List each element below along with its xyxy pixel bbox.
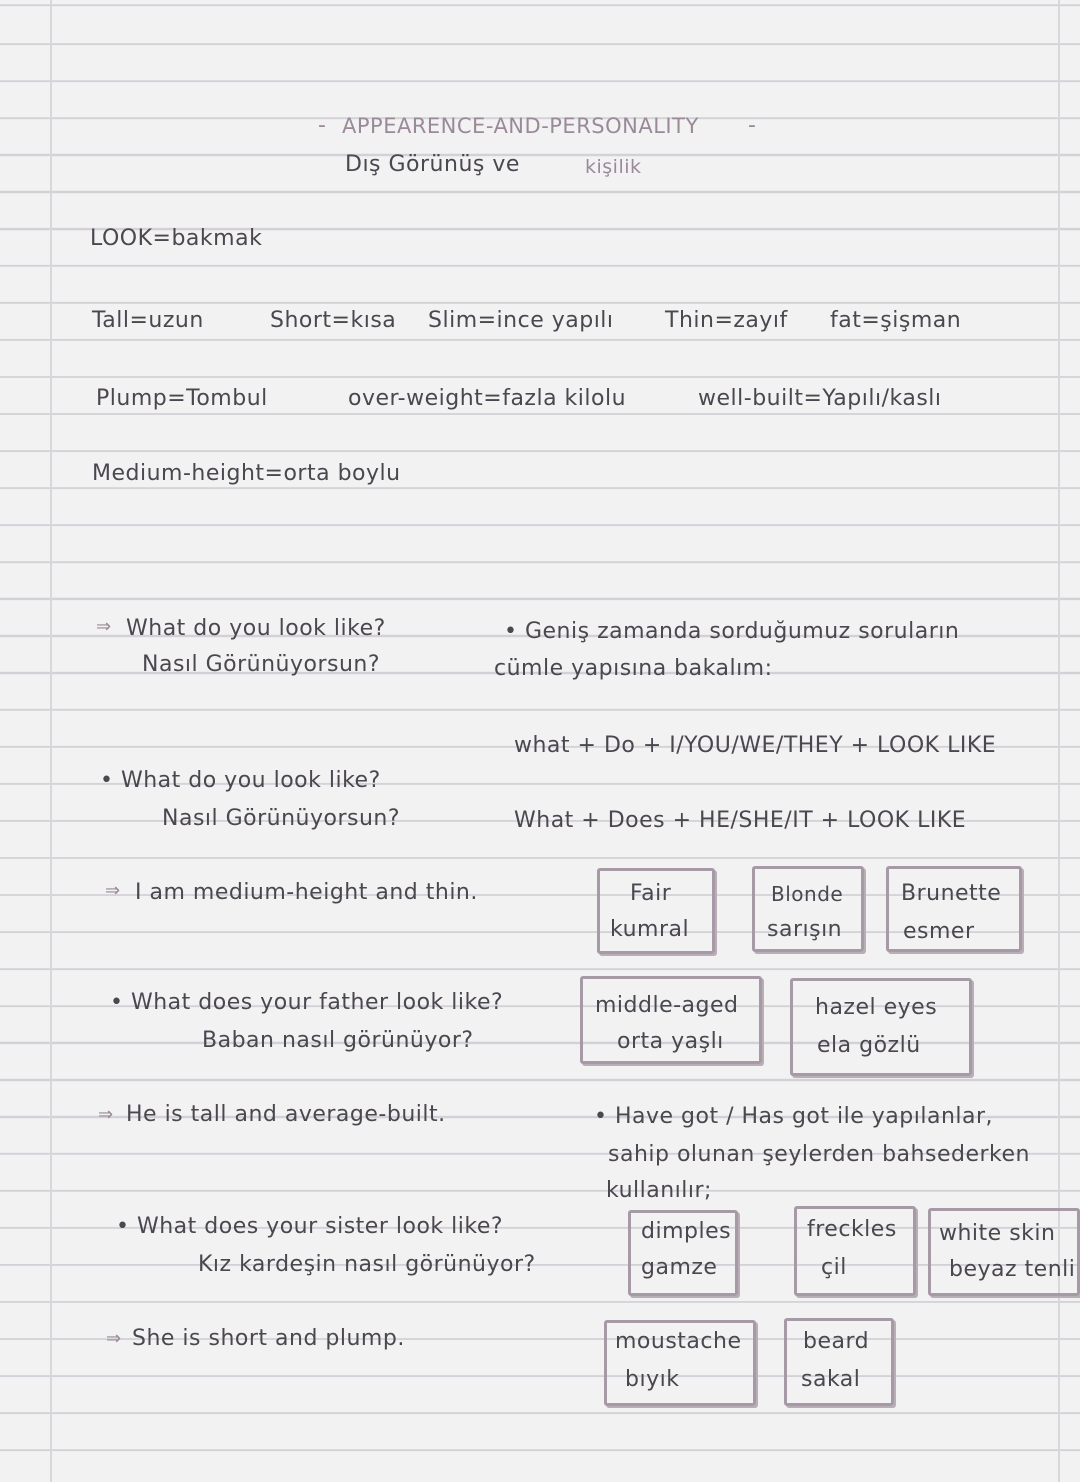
vocab-box-fair xyxy=(597,868,715,954)
left-margin-line xyxy=(50,0,52,1482)
note-2-line2: sahip olunan şeylerden bahsederken xyxy=(608,1142,1030,1167)
vocab-box-en: dimples xyxy=(641,1219,732,1244)
question-2-tr: Nasıl Görünüyorsun? xyxy=(162,806,401,831)
vocab-box-moustache xyxy=(604,1320,756,1406)
vocab-box-en: Brunette xyxy=(901,881,1002,906)
vocab-box-white-skin xyxy=(928,1208,1080,1296)
question-3-en: • What does your father look like? xyxy=(110,990,504,1015)
note-2-line3: kullanılır; xyxy=(606,1178,712,1203)
note-1-line2: cümle yapısına bakalım: xyxy=(494,656,773,681)
vocab-box-en: Fair xyxy=(630,881,672,906)
vocab-medium-height: Medium-height=orta boylu xyxy=(92,461,401,486)
vocab-box-en: freckles xyxy=(807,1217,897,1242)
answer-1: I am medium-height and thin. xyxy=(135,880,478,905)
arrow-icon: ⇒ xyxy=(106,1328,122,1349)
vocab-box-beard xyxy=(784,1318,894,1406)
formula-2: What + Does + HE/SHE/IT + LOOK LIKE xyxy=(514,808,967,833)
question-2-en: • What do you look like? xyxy=(100,768,381,793)
vocab-box-hazel-eyes xyxy=(790,978,972,1076)
vocab-box-brunette xyxy=(886,866,1022,952)
vocab-box-en: moustache xyxy=(615,1329,742,1354)
question-1-tr: Nasıl Görünüyorsun? xyxy=(142,652,381,677)
arrow-icon: ⇒ xyxy=(96,616,112,637)
note-1-line1: • Geniş zamanda sorduğumuz soruların xyxy=(504,619,960,644)
page-subtitle-kisilik: kişilik xyxy=(585,156,642,178)
vocab-box-tr: ela gözlü xyxy=(817,1033,921,1058)
vocab-short: Short=kısa xyxy=(270,308,397,333)
arrow-icon: ⇒ xyxy=(105,880,121,901)
page-subtitle: Dış Görünüş ve xyxy=(345,152,520,177)
vocab-box-freckles xyxy=(794,1206,916,1296)
answer-3: She is short and plump. xyxy=(132,1326,405,1351)
look-definition: LOOK=bakmak xyxy=(90,226,263,251)
answer-2: He is tall and average-built. xyxy=(126,1102,446,1127)
title-dash-left: - xyxy=(318,113,327,138)
vocab-box-en: white skin xyxy=(939,1221,1056,1246)
vocab-overweight: over-weight=fazla kilolu xyxy=(348,386,627,411)
question-4-tr: Kız kardeşin nasıl görünüyor? xyxy=(198,1252,536,1277)
vocab-box-blonde xyxy=(752,866,864,952)
vocab-box-en: Blonde xyxy=(771,882,844,906)
note-2-line1: • Have got / Has got ile yapılanlar, xyxy=(594,1104,994,1129)
vocab-box-tr: gamze xyxy=(641,1255,718,1280)
page-title: APPEARENCE-AND-PERSONALITY xyxy=(342,114,699,138)
vocab-box-tr: orta yaşlı xyxy=(617,1029,724,1054)
vocab-box-tr: kumral xyxy=(610,917,690,942)
question-3-tr: Baban nasıl görünüyor? xyxy=(202,1028,474,1053)
vocab-box-tr: beyaz tenli xyxy=(949,1257,1076,1282)
question-4-en: • What does your sister look like? xyxy=(116,1214,504,1239)
vocab-box-en: hazel eyes xyxy=(815,995,938,1020)
vocab-tall: Tall=uzun xyxy=(92,308,204,333)
vocab-box-dimples xyxy=(628,1210,738,1296)
vocab-box-tr: esmer xyxy=(903,919,975,944)
vocab-slim: Slim=ince yapılı xyxy=(428,308,614,333)
vocab-fat: fat=şişman xyxy=(830,308,962,333)
vocab-box-en: beard xyxy=(803,1329,870,1354)
vocab-box-tr: sarışın xyxy=(767,917,843,942)
vocab-box-tr: bıyık xyxy=(625,1367,680,1392)
vocab-box-tr: sakal xyxy=(801,1367,861,1392)
arrow-icon: ⇒ xyxy=(98,1104,114,1125)
vocab-plump: Plump=Tombul xyxy=(96,386,268,411)
vocab-box-middle-aged xyxy=(580,976,762,1064)
vocab-box-en: middle-aged xyxy=(595,993,739,1018)
vocab-wellbuilt: well-built=Yapılı/kaslı xyxy=(698,386,942,411)
question-1-en: What do you look like? xyxy=(126,616,386,641)
title-dash-right: - xyxy=(748,113,757,138)
formula-1: what + Do + I/YOU/WE/THEY + LOOK LIKE xyxy=(514,733,997,758)
vocab-box-tr: çil xyxy=(821,1255,847,1280)
vocab-thin: Thin=zayıf xyxy=(665,308,788,333)
